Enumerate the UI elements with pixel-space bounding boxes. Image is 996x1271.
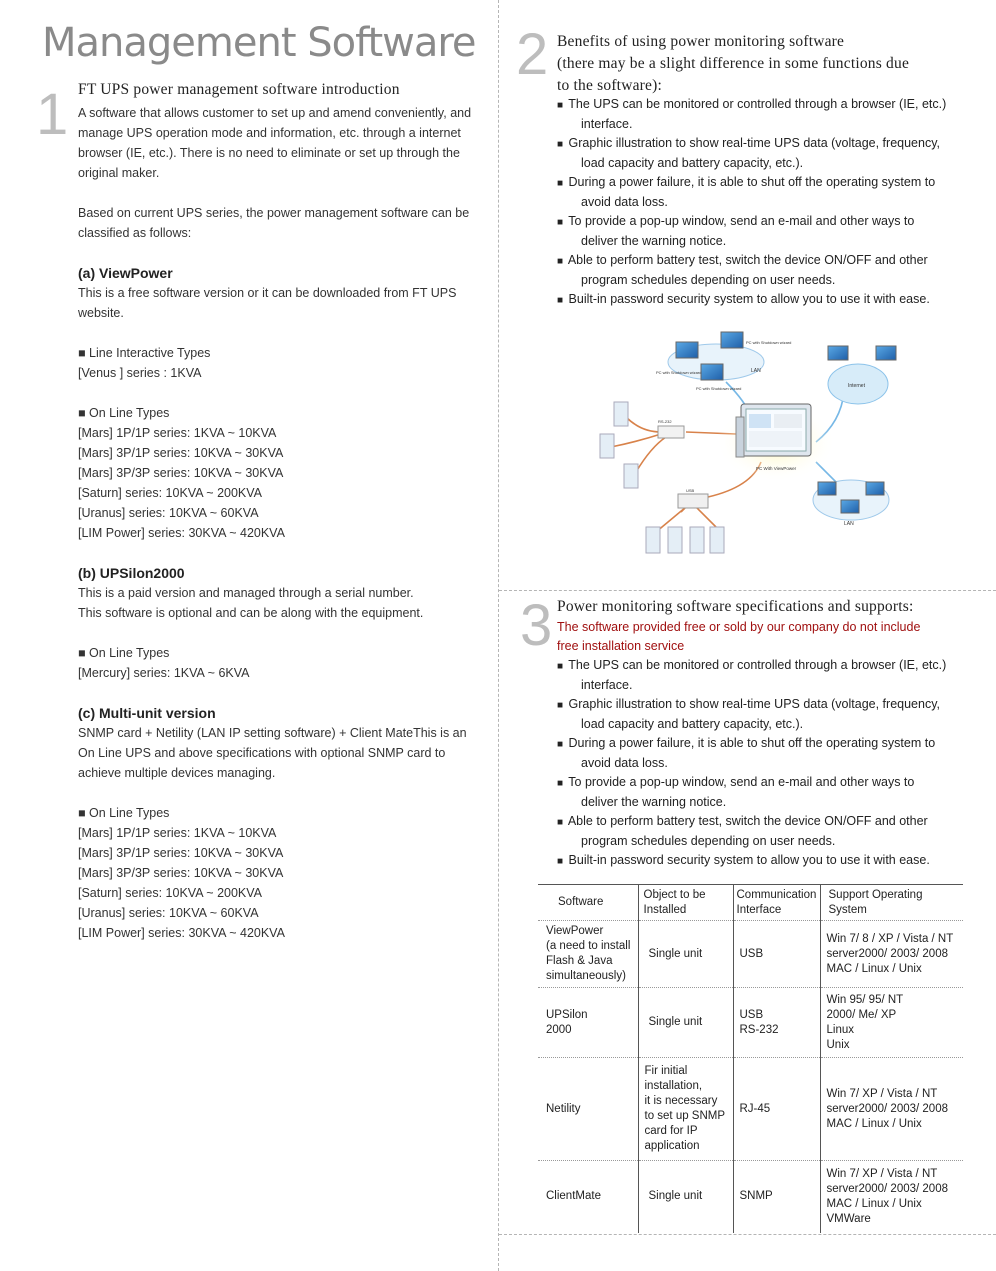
- page-title: Management Software: [42, 20, 476, 66]
- cell-software: ClientMate: [538, 1161, 638, 1233]
- usb-hub-icon: [678, 494, 708, 508]
- viewpower-title: (a) ViewPower: [78, 265, 173, 281]
- section-1-number: 1: [36, 82, 69, 147]
- table-row: [538, 1161, 963, 1233]
- list-item: ■ Graphic illustration to show real-time UPS data (voltage, frequency, load capacity and battery capacity, etc.).: [557, 697, 940, 731]
- section-3-number: 3: [520, 593, 553, 658]
- section-2-heading: [557, 31, 977, 97]
- multi-unit-title: (c) Multi-unit version: [78, 705, 216, 721]
- list-item: [Uranus] series: 10KVA ~ 60KVA: [78, 506, 259, 520]
- section-2-heading-line-3: to the software):: [557, 77, 662, 94]
- main-pc-label: PC With ViewPower: [756, 466, 797, 471]
- pc-note-left: PC with Shutdown wizard: [656, 370, 702, 375]
- pc-icon: [828, 346, 848, 360]
- ups-icon: [668, 527, 682, 553]
- list-item: ■ Graphic illustration to show real-time UPS data (voltage, frequency, load capacity and battery capacity, etc.).: [557, 136, 940, 170]
- viewpower-line-interactive-label: ■ Line Interactive Types: [78, 346, 211, 360]
- usb-label: USB: [686, 488, 695, 493]
- pc-icon: [841, 500, 859, 513]
- list-item: [Mars] 1P/1P series: 1KVA ~ 10KVA: [78, 826, 277, 840]
- pc-note-mid: PC with Shutdown wizard: [696, 386, 742, 391]
- main-pc-tower: [736, 417, 744, 457]
- cell-software: ViewPower (a need to install Flash & Java simultaneously): [538, 921, 638, 988]
- list-item: ■ The UPS can be monitored or controlled through a browser (IE, etc.) interface.: [557, 658, 947, 692]
- section-2-bullets: [557, 95, 977, 310]
- pc-icon: [676, 342, 698, 358]
- section-2-heading-line-2: (there may be a slight difference in some functions due: [557, 55, 910, 72]
- section-1-intro: A software that allows customer to set up and amend conveniently, and manage UPS operation mode and information, etc. through a internet browser (IE, etc.). There is no need to eliminate or set up through the original maker.: [78, 106, 472, 180]
- internet-label: Internet: [848, 383, 865, 389]
- ups-icon: [600, 434, 614, 458]
- list-item: [Saturn] series: 10KVA ~ 200KVA: [78, 486, 263, 500]
- pc-icon: [701, 364, 723, 380]
- col-header-os: Support Operating System: [820, 885, 963, 921]
- pc-icon: [818, 482, 836, 495]
- pc-icon: [721, 332, 743, 348]
- list-item: [Uranus] series: 10KVA ~ 60KVA: [78, 906, 259, 920]
- cell-comm: USB RS-232: [733, 988, 820, 1058]
- spec-table: [538, 884, 963, 1233]
- list-item: [Saturn] series: 10KVA ~ 200KVA: [78, 886, 263, 900]
- cell-object: Fir initial installation, it is necessary to set up SNMP card for IP application: [638, 1058, 733, 1161]
- cell-os: Win 7/ XP / Vista / NT server2000/ 2003/ 2008 MAC / Linux / Unix VMWare: [820, 1161, 963, 1233]
- column-divider: [498, 0, 499, 1271]
- section-1-body: [78, 103, 478, 943]
- upsilon-desc-1: This is a paid version and managed through a serial number.: [78, 586, 414, 600]
- table-row: [538, 988, 963, 1058]
- list-item: [Mars] 3P/1P series: 10KVA ~ 30KVA: [78, 846, 284, 860]
- lan-label-bottom: LAN: [844, 521, 854, 527]
- section-divider: [499, 590, 996, 591]
- list-item: [Mars] 3P/3P series: 10KVA ~ 30KVA: [78, 866, 284, 880]
- col-header-object: Object to be Installed: [638, 885, 733, 921]
- list-item: [Mars] 3P/1P series: 10KVA ~ 30KVA: [78, 446, 284, 460]
- upsilon-desc-2: This software is optional and can be along with the equipment.: [78, 606, 424, 620]
- pc-icon: [876, 346, 896, 360]
- cell-os: Win 7/ 8 / XP / Vista / NT server2000/ 2003/ 2008 MAC / Linux / Unix: [820, 921, 963, 988]
- bottom-divider: [499, 1234, 996, 1235]
- rs232-label: RS-232: [658, 419, 672, 424]
- cell-object: Single unit: [638, 1161, 733, 1233]
- pc-icon: [866, 482, 884, 495]
- viewpower-online-label: ■ On Line Types: [78, 406, 170, 420]
- list-item: [Venus ] series : 1KVA: [78, 366, 202, 380]
- cell-software: Netility: [538, 1058, 638, 1161]
- section-3-note-line-1: The software provided free or sold by our company do not include: [557, 620, 921, 634]
- section-2-number: 2: [516, 22, 549, 87]
- col-header-software: Software: [538, 885, 638, 921]
- section-1-heading: FT UPS power management software introduction: [78, 81, 400, 98]
- upsilon-title: (b) UPSilon2000: [78, 565, 185, 581]
- cell-object: Single unit: [638, 988, 733, 1058]
- cell-object: Single unit: [638, 921, 733, 988]
- cell-os: Win 7/ XP / Vista / NT server2000/ 2003/ 2008 MAC / Linux / Unix: [820, 1058, 963, 1161]
- ups-icon: [624, 464, 638, 488]
- list-item: [Mars] 3P/3P series: 10KVA ~ 30KVA: [78, 466, 284, 480]
- list-item: ■ To provide a pop-up window, send an e-mail and other ways to deliver the warning notice.: [557, 775, 915, 809]
- cell-os: Win 95/ 95/ NT 2000/ Me/ XP Linux Unix: [820, 988, 963, 1058]
- table-header-row: [538, 885, 963, 921]
- list-item: ■ The UPS can be monitored or controlled through a browser (IE, etc.) interface.: [557, 97, 947, 131]
- table-row: [538, 921, 963, 988]
- cell-comm: SNMP: [733, 1161, 820, 1233]
- network-diagram: [596, 322, 936, 558]
- col-header-comm: Communication Interface: [733, 885, 820, 921]
- list-item: ■ During a power failure, it is able to shut off the operating system to avoid data loss.: [557, 736, 936, 770]
- upsilon-online-label: ■ On Line Types: [78, 646, 170, 660]
- list-item: ■ Able to perform battery test, switch the device ON/OFF and other program schedules depending on user needs.: [557, 253, 928, 287]
- ups-icon: [614, 402, 628, 426]
- section-3-note-line-2: free installation service: [557, 639, 685, 653]
- section-1-classified: Based on current UPS series, the power management software can be classified as follows:: [78, 206, 470, 240]
- cell-software: UPSilon 2000: [538, 988, 638, 1058]
- switch-icon: [658, 426, 684, 438]
- section-3-note: [557, 618, 920, 656]
- spec-table-wrap: [538, 884, 963, 1233]
- section-3-heading: Power monitoring software specifications and supports:: [557, 598, 914, 615]
- cell-comm: USB: [733, 921, 820, 988]
- list-item: ■ Built-in password security system to allow you to use it with ease.: [557, 292, 930, 306]
- pc-note-top: PC with Shutdown wizard: [746, 340, 792, 345]
- ups-icon: [690, 527, 704, 553]
- ups-icon: [646, 527, 660, 553]
- multi-unit-online-label: ■ On Line Types: [78, 806, 170, 820]
- list-item: [LIM Power] series: 30KVA ~ 420KVA: [78, 526, 285, 540]
- viewpower-desc: This is a free software version or it can be downloaded from FT UPS website.: [78, 286, 457, 320]
- list-item: ■ To provide a pop-up window, send an e-mail and other ways to deliver the warning notice.: [557, 214, 915, 248]
- section-3-bullets: [557, 656, 977, 871]
- section-2-heading-line-1: Benefits of using power monitoring software: [557, 33, 845, 50]
- list-item: ■ Able to perform battery test, switch the device ON/OFF and other program schedules depending on user needs.: [557, 814, 928, 848]
- list-item: ■ During a power failure, it is able to shut off the operating system to avoid data loss.: [557, 175, 936, 209]
- lan-label-top: LAN: [751, 368, 761, 374]
- list-item: ■ Built-in password security system to allow you to use it with ease.: [557, 853, 930, 867]
- list-item: [LIM Power] series: 30KVA ~ 420KVA: [78, 926, 285, 940]
- multi-unit-desc: SNMP card + Netility (LAN IP setting software) + Client MateThis is an On Line UPS and above specifications with optional SNMP card to achieve multiple devices managing.: [78, 726, 467, 780]
- list-item: [Mercury] series: 1KVA ~ 6KVA: [78, 666, 250, 680]
- list-item: [Mars] 1P/1P series: 1KVA ~ 10KVA: [78, 426, 277, 440]
- table-row: [538, 1058, 963, 1161]
- cell-comm: RJ-45: [733, 1058, 820, 1161]
- ups-icon: [710, 527, 724, 553]
